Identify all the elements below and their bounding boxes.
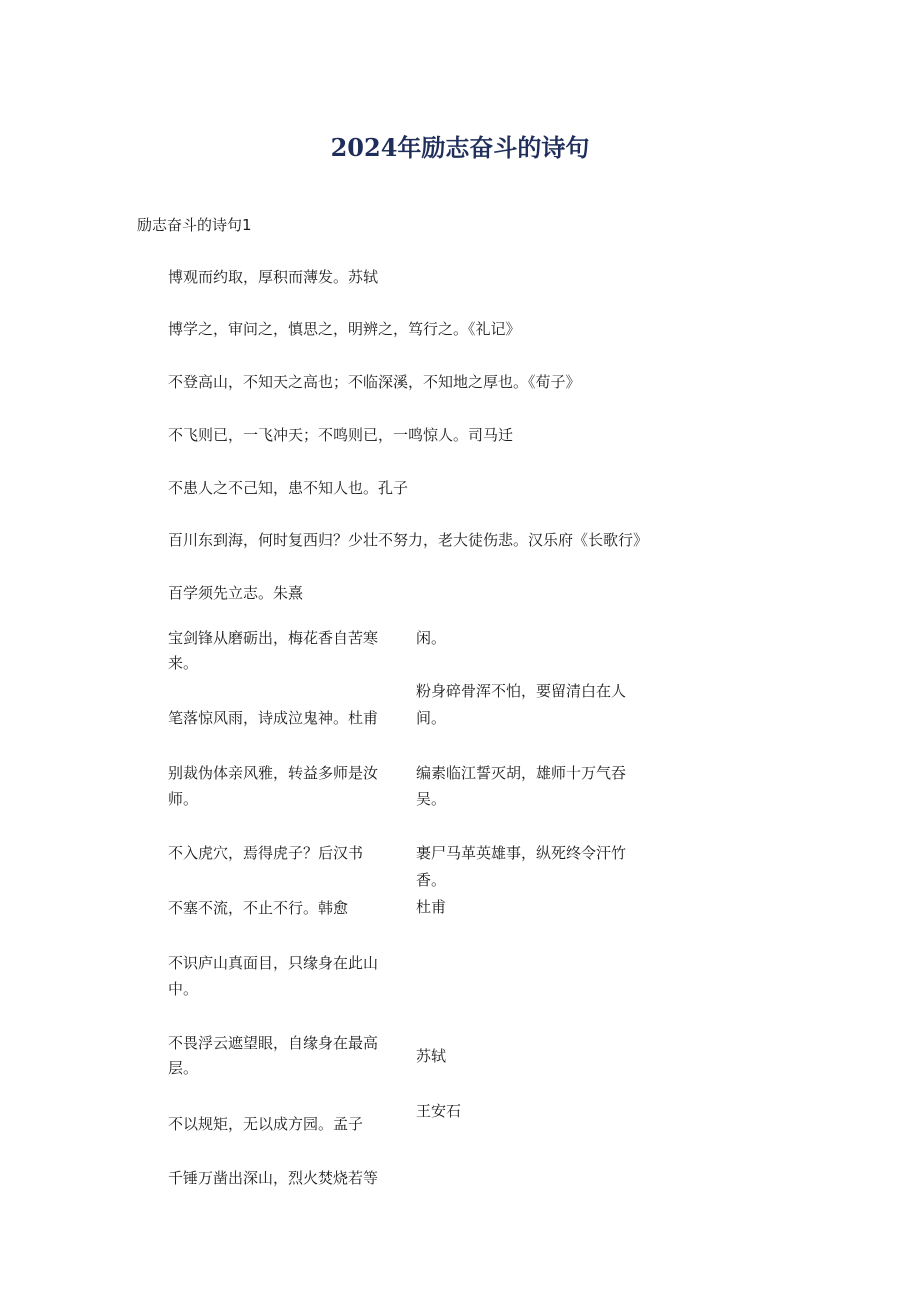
poem-line: 百川东到海，何时复西归？少壮不努力，老大徒伤悲。汉乐府《长歌行》 xyxy=(168,531,649,549)
poem-line-left: 别裁伪体亲风雅，转益多师是汝 xyxy=(168,764,379,782)
poem-line: 博观而约取，厚积而薄发。苏轼 xyxy=(168,268,379,286)
poem-line-right: 编素临江誓灭胡，雄师十万气吞 xyxy=(416,764,627,782)
poem-line-left: 千锤万凿出深山，烈火焚烧若等 xyxy=(168,1169,379,1187)
section-heading: 励志奋斗的诗句1 xyxy=(137,216,252,234)
poem-line: 百学须先立志。朱熹 xyxy=(168,584,304,602)
poem-line-right: 香。 xyxy=(416,871,447,889)
poem-line-right: 杜甫 xyxy=(416,898,447,916)
poem-line: 不飞则已，一飞冲天；不鸣则已，一鸣惊人。司马迁 xyxy=(168,426,514,444)
poem-line-right: 粉身碎骨浑不怕，要留清白在人 xyxy=(416,682,627,700)
poem-line: 博学之，审问之，慎思之，明辨之，笃行之。《礼记》 xyxy=(168,320,521,338)
poem-line-right: 苏轼 xyxy=(416,1047,447,1065)
poem-line-left: 师。 xyxy=(168,790,199,808)
poem-line-left: 来。 xyxy=(168,654,199,672)
poem-line-right: 间。 xyxy=(416,709,447,727)
poem-line-right: 王安石 xyxy=(416,1102,462,1120)
poem-line-left: 不塞不流，不止不行。韩愈 xyxy=(168,899,349,917)
poem-line: 不患人之不己知，患不知人也。孔子 xyxy=(168,479,409,497)
poem-line-left: 不畏浮云遮望眼，自缘身在最高 xyxy=(168,1034,379,1052)
poem-line-left: 不入虎穴，焉得虎子？后汉书 xyxy=(168,844,364,862)
document-title: 2024年励志奋斗的诗句 xyxy=(330,133,590,162)
poem-line-right: 闲。 xyxy=(416,629,447,647)
poem-line-right: 裹尸马革英雄事，纵死终令汗竹 xyxy=(416,844,627,862)
poem-line-left: 层。 xyxy=(168,1059,199,1077)
poem-line-left: 宝剑锋从磨砺出，梅花香自苦寒 xyxy=(168,629,379,647)
poem-line: 不登高山，不知天之高也；不临深溪，不知地之厚也。《荀子》 xyxy=(168,373,581,391)
poem-line-left: 中。 xyxy=(168,980,199,998)
poem-line-left: 不识庐山真面目，只缘身在此山 xyxy=(168,954,379,972)
poem-line-right: 吴。 xyxy=(416,790,447,808)
poem-line-left: 不以规矩，无以成方园。孟子 xyxy=(168,1115,364,1133)
poem-line-left: 笔落惊风雨，诗成泣鬼神。杜甫 xyxy=(168,709,379,727)
